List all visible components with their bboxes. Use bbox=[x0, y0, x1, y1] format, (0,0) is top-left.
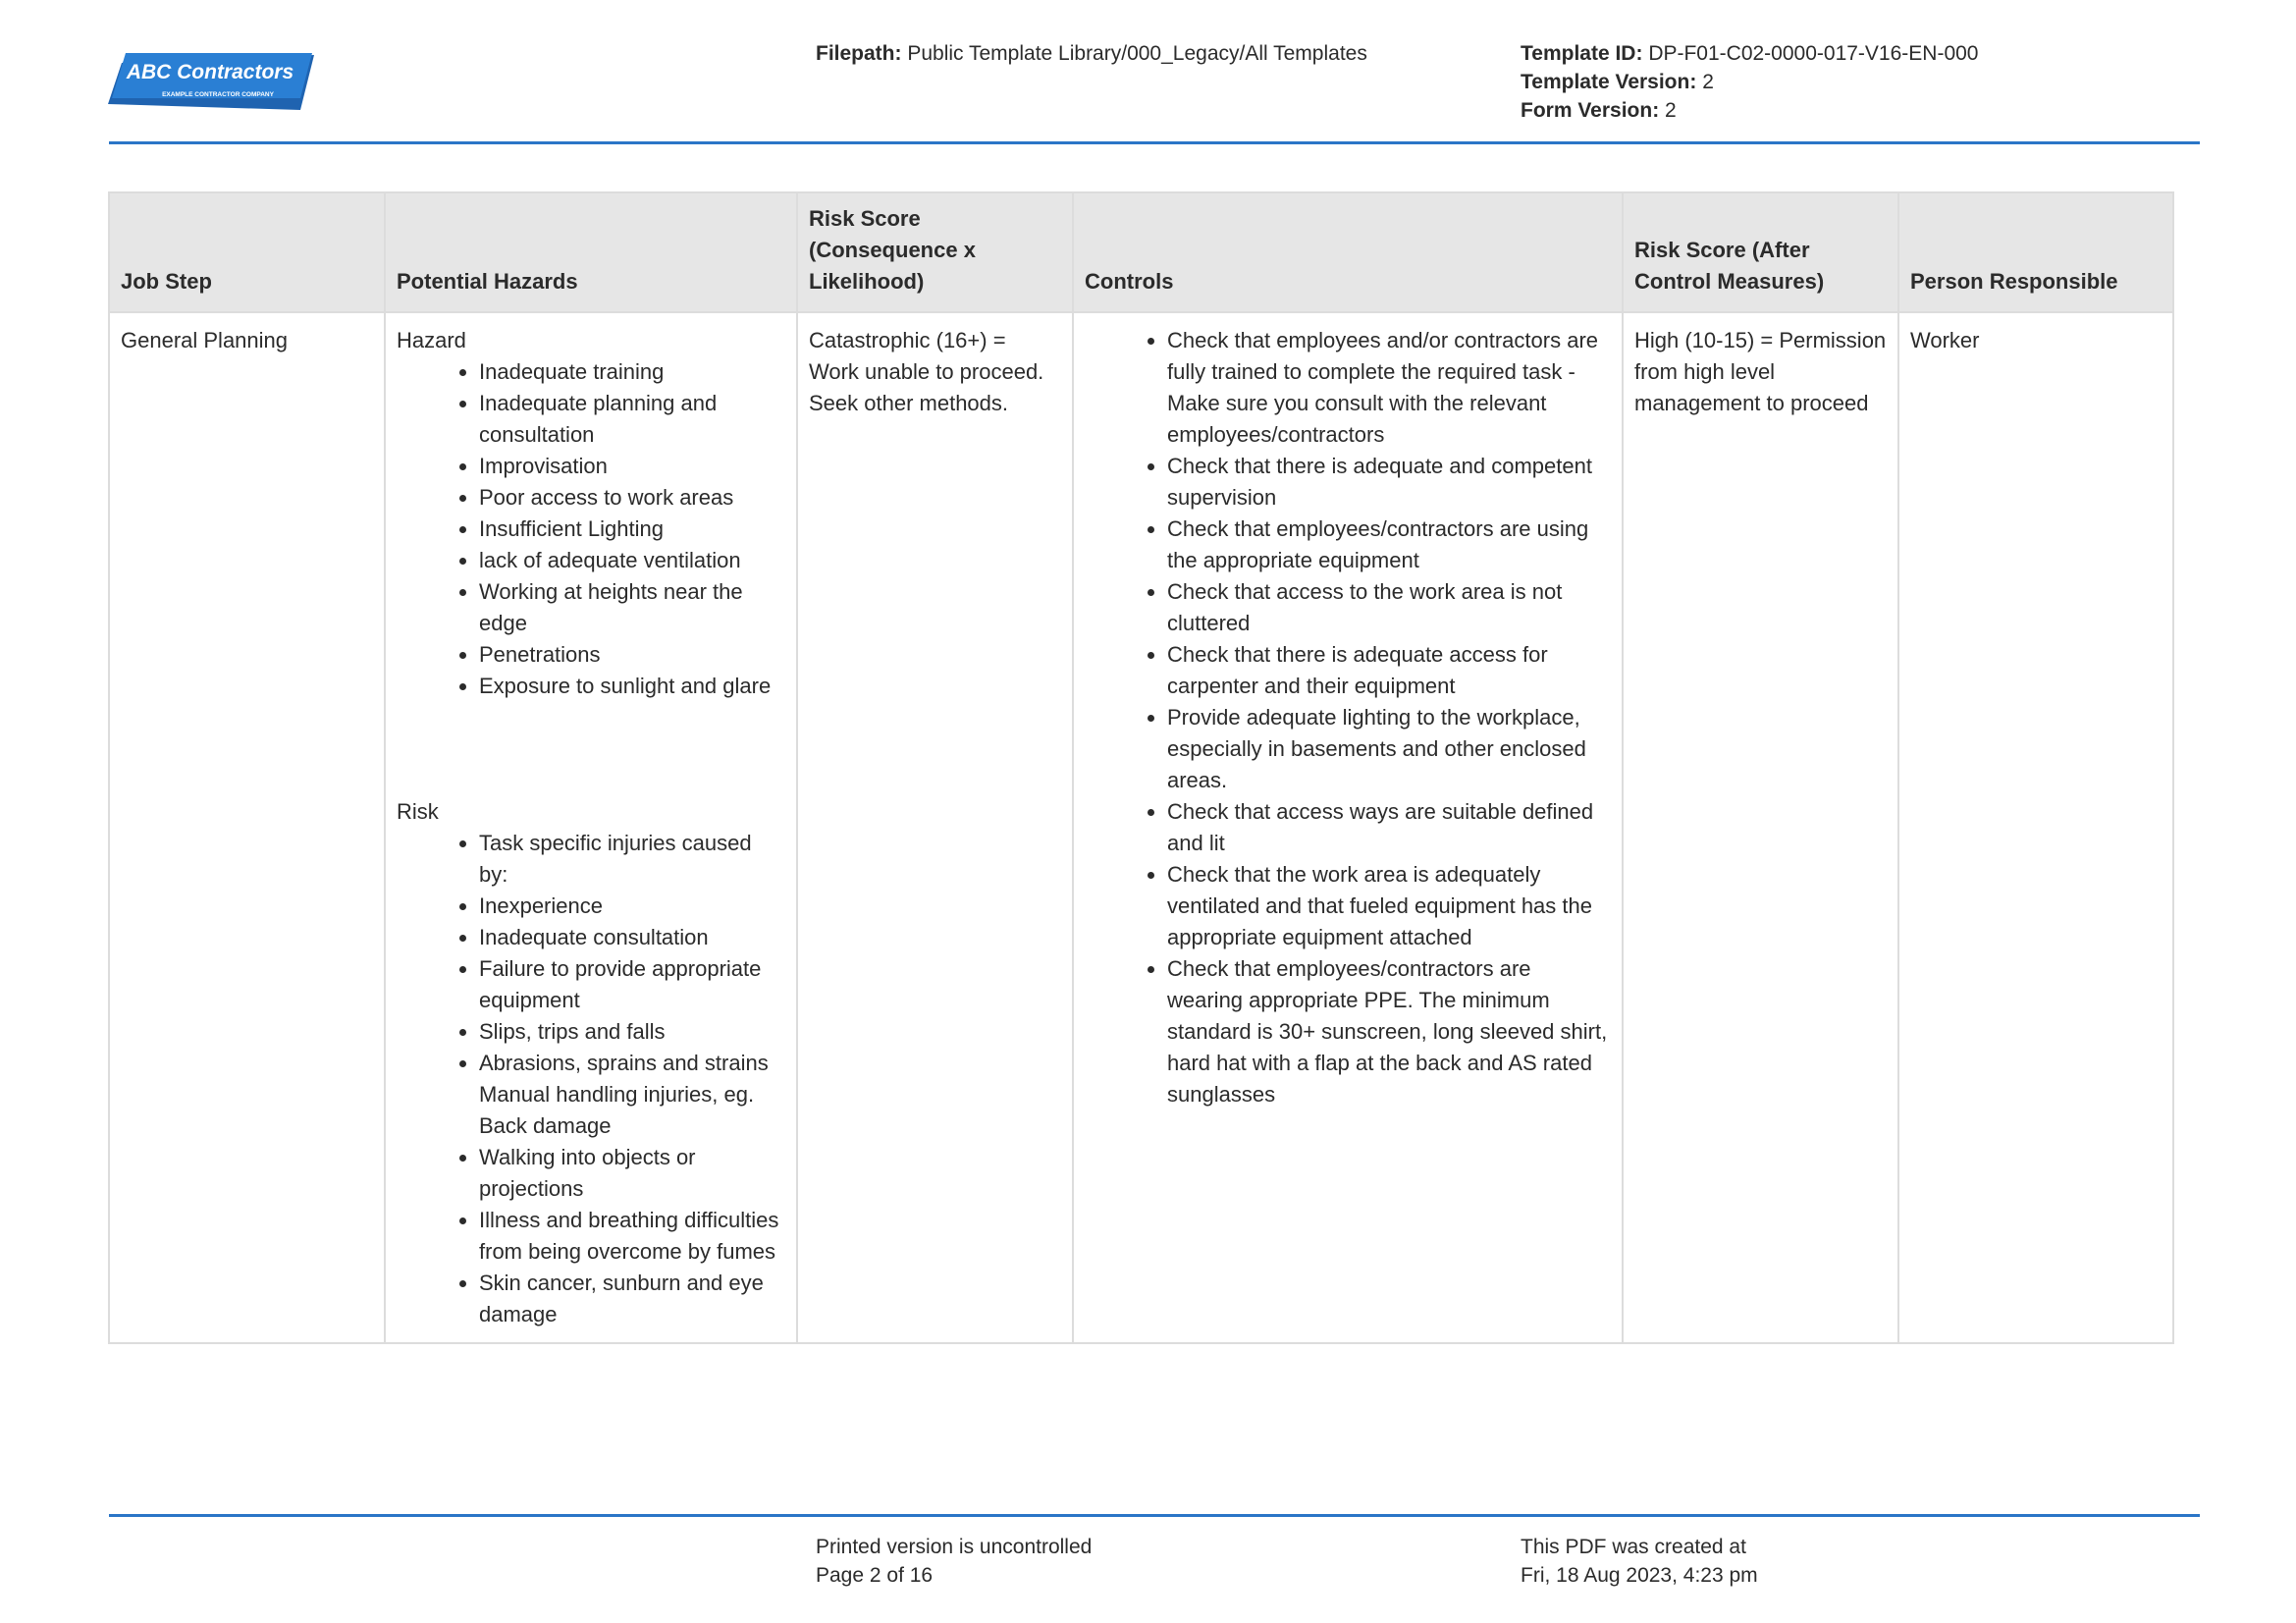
filepath-label: Filepath: bbox=[816, 42, 902, 65]
list-item: • Insufficient Lighting bbox=[479, 514, 785, 545]
filepath bbox=[816, 39, 1367, 69]
col-potential-hazards: Potential Hazards bbox=[385, 192, 797, 312]
list-item: • Penetrations bbox=[479, 639, 785, 671]
header-divider bbox=[109, 141, 2200, 144]
table-row bbox=[109, 312, 2173, 1343]
list-item: • Check that there is adequate and competent supervision bbox=[1167, 451, 1611, 514]
form-version-value: 2 bbox=[1665, 99, 1677, 122]
list-item: • Task specific injuries caused by: bbox=[479, 828, 785, 891]
list-item: • Check that access to the work area is not cluttered bbox=[1167, 576, 1611, 639]
col-risk-score-after: Risk Score (After Control Measures) bbox=[1623, 192, 1898, 312]
list-item: • Check that employees/contractors are wearing appropriate PPE. The minimum standard is 30+ sunscreen, long sleeved shirt, hard hat with a flap at the back and AS rated sunglasses bbox=[1167, 953, 1611, 1110]
abc-contractors-logo bbox=[108, 53, 314, 110]
template-meta bbox=[1521, 39, 1978, 125]
list-item: • Improvisation bbox=[479, 451, 785, 482]
footer-divider bbox=[109, 1514, 2200, 1517]
template-version-value: 2 bbox=[1702, 71, 1714, 93]
logo-tagline: EXAMPLE CONTRACTOR COMPANY bbox=[162, 91, 274, 98]
table-header-row bbox=[109, 192, 2173, 312]
col-risk-score: Risk Score (Consequence x Likelihood) bbox=[797, 192, 1073, 312]
footer-status bbox=[816, 1533, 1092, 1590]
risk-score-cell: Catastrophic (16+) = Work unable to proceed. Seek other methods. bbox=[797, 312, 1073, 1343]
list-item: • Skin cancer, sunburn and eye damage bbox=[479, 1268, 785, 1330]
col-controls: Controls bbox=[1073, 192, 1623, 312]
list-item: • Check that the work area is adequately ventilated and that fueled equipment has the appropriate equipment attached bbox=[1167, 859, 1611, 953]
template-version-label: Template Version: bbox=[1521, 71, 1697, 93]
spacer bbox=[397, 702, 785, 796]
risks-list bbox=[397, 828, 785, 1330]
risk-assessment-table bbox=[108, 191, 2174, 1344]
list-item: • Check that employees and/or contractors are fully trained to complete the required task - Make sure you consult with the relevant employees/contractors bbox=[1167, 325, 1611, 451]
controls-list bbox=[1085, 325, 1611, 1110]
footer-created bbox=[1521, 1533, 1758, 1590]
list-item: • Poor access to work areas bbox=[479, 482, 785, 514]
list-item: • Exposure to sunlight and glare bbox=[479, 671, 785, 702]
list-item: • Inexperience bbox=[479, 891, 785, 922]
created-label: This PDF was created at bbox=[1521, 1536, 1746, 1558]
col-job-step: Job Step bbox=[109, 192, 385, 312]
list-item: • Failure to provide appropriate equipment bbox=[479, 953, 785, 1016]
filepath-value: Public Template Library/000_Legacy/All Templates bbox=[907, 42, 1367, 65]
controls-cell bbox=[1073, 312, 1623, 1343]
list-item: • Abrasions, sprains and strains Manual handling injuries, eg. Back damage bbox=[479, 1048, 785, 1142]
list-item: • Illness and breathing difficulties from being overcome by fumes bbox=[479, 1205, 785, 1268]
list-item: • Walking into objects or projections bbox=[479, 1142, 785, 1205]
col-person-responsible: Person Responsible bbox=[1898, 192, 2173, 312]
list-item: • Slips, trips and falls bbox=[479, 1016, 785, 1048]
template-id-label: Template ID: bbox=[1521, 42, 1643, 65]
list-item: • Check that employees/contractors are using the appropriate equipment bbox=[1167, 514, 1611, 576]
uncontrolled-note: Printed version is uncontrolled bbox=[816, 1536, 1093, 1558]
page-number: Page 2 of 16 bbox=[816, 1564, 934, 1587]
list-item: • Check that access ways are suitable defined and lit bbox=[1167, 796, 1611, 859]
list-item: • Working at heights near the edge bbox=[479, 576, 785, 639]
person-responsible-cell: Worker bbox=[1898, 312, 2173, 1343]
list-item: • Inadequate training bbox=[479, 356, 785, 388]
list-item: • Inadequate consultation bbox=[479, 922, 785, 953]
list-item: • lack of adequate ventilation bbox=[479, 545, 785, 576]
hazards-list bbox=[397, 356, 785, 702]
logo-name: ABC Contractors bbox=[126, 61, 294, 83]
risks-heading: Risk bbox=[397, 799, 439, 824]
list-item: • Inadequate planning and consultation bbox=[479, 388, 785, 451]
created-timestamp: Fri, 18 Aug 2023, 4:23 pm bbox=[1521, 1564, 1758, 1587]
hazards-heading: Hazard bbox=[397, 328, 466, 352]
hazards-cell bbox=[385, 312, 797, 1343]
list-item: • Provide adequate lighting to the workplace, especially in basements and other enclosed areas. bbox=[1167, 702, 1611, 796]
job-step-cell: General Planning bbox=[109, 312, 385, 1343]
list-item: • Check that there is adequate access for carpenter and their equipment bbox=[1167, 639, 1611, 702]
risk-score-after-cell: High (10-15) = Permission from high level management to proceed bbox=[1623, 312, 1898, 1343]
template-id-value: DP-F01-C02-0000-017-V16-EN-000 bbox=[1648, 42, 1979, 65]
form-version-label: Form Version: bbox=[1521, 99, 1660, 122]
